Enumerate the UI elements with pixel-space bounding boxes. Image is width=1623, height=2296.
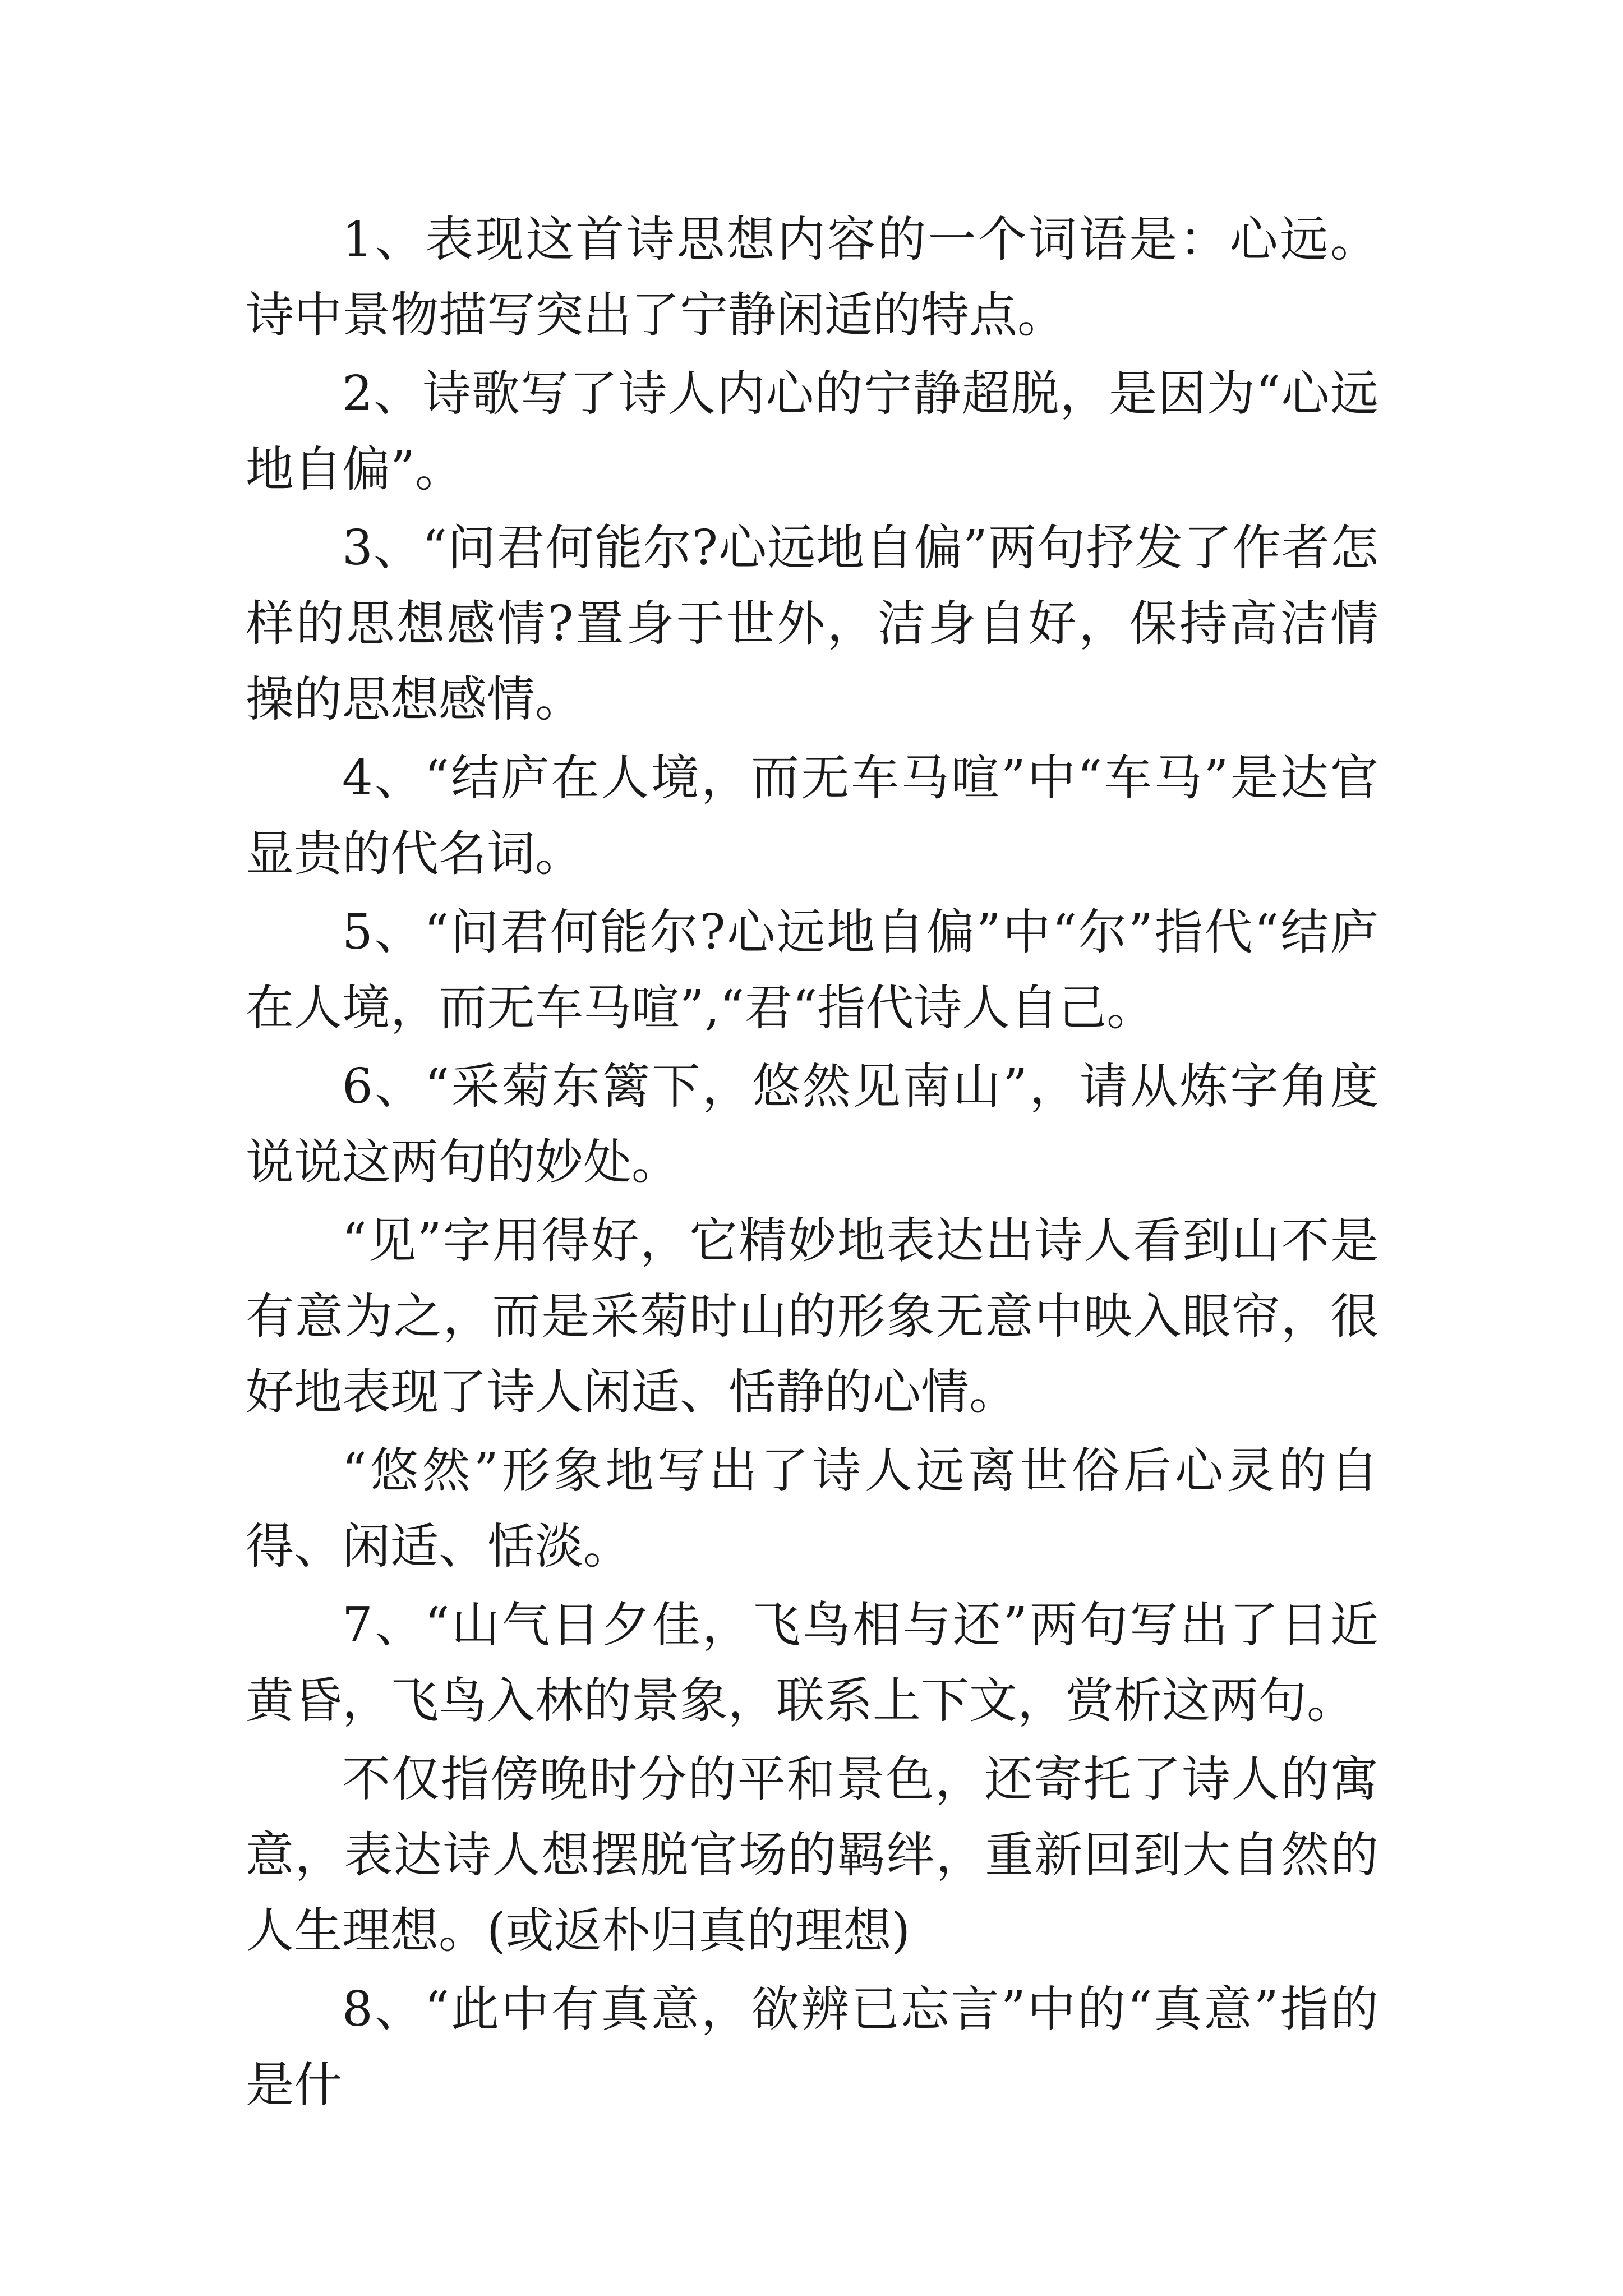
paragraph-2: 2、诗歌写了诗人内心的宁静超脱，是因为“心远地自偏”。: [246, 366, 1378, 498]
paragraph-7: “见”字用得好，它精妙地表达出诗人看到山不是有意为之，而是采菊时山的形象无意中映入眼帘，很好地表现了诗人闲适、恬静的心情。: [246, 1213, 1378, 1420]
paragraph-6: 6、“采菊东篱下，悠然见南山”，请从炼字角度说说这两句的妙处。: [246, 1059, 1378, 1190]
paragraph-4: 4、“结庐在人境，而无车马喧”中“车马”是达官显贵的代名词。: [246, 750, 1378, 882]
paragraph-9: 7、“山气日夕佳，飞鸟相与还”两句写出了日近黄昏，飞鸟入林的景象，联系上下文，赏析这两句。: [246, 1597, 1378, 1729]
paragraph-1: 1、表现这首诗思想内容的一个词语是：心远。诗中景物描写突出了宁静闲适的特点。: [246, 211, 1378, 343]
paragraph-8: “悠然”形象地写出了诗人远离世俗后心灵的自得、闲适、恬淡。: [246, 1443, 1378, 1575]
document-body: [246, 202, 1378, 2126]
paragraph-3: 3、“问君何能尔?心远地自偏”两句抒发了作者怎样的思想感情?置身于世外，洁身自好，保持高洁情操的思想感情。: [246, 520, 1378, 728]
paragraph-5: 5、“问君何能尔?心远地自偏”中“尔”指代“结庐在人境，而无车马喧”,“君“指代诗人自己。: [246, 904, 1378, 1036]
paragraph-11: 8、“此中有真意，欲辨已忘言”中的“真意”指的是什: [246, 1981, 1378, 2113]
paragraph-10: 不仅指傍晚时分的平和景色，还寄托了诗人的寓意，表达诗人想摆脱官场的羁绊，重新回到大自然的人生理想。(或返朴归真的理想): [246, 1751, 1378, 1959]
